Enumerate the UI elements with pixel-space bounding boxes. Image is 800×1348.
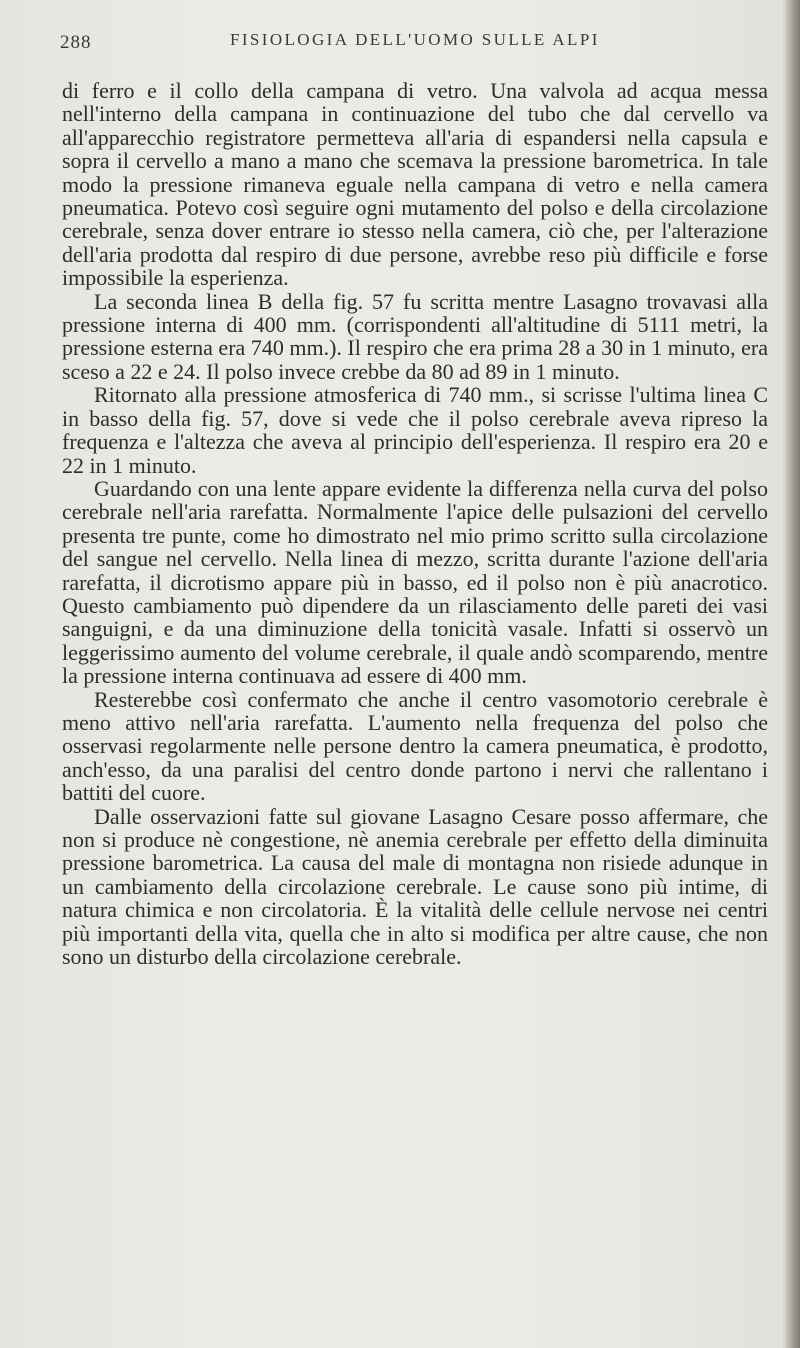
running-title: FISIOLOGIA DELL'UOMO SULLE ALPI (230, 30, 600, 49)
paragraph-continued: di ferro e il collo della campana di vetro. Una valvola ad acqua messa nell'interno della campana in continuazione del tubo che dal cervello va all'apparecchio registratore permetteva all'aria di espandersi nella capsula e sopra il cervello a mano a mano che scemava la pressione barometrica. In tale modo la pressione rimaneva eguale nella campana di vetro e nella camera pneumatica. Potevo così seguire ogni mutamento del polso e della circolazione cerebrale, senza dover entrare io stesso nella camera, ciò che, per l'alterazione dell'aria prodotta dal respiro di due persone, avrebbe reso più difficile e forse impossibile la esperienza. (62, 78, 768, 291)
page-number: 288 (60, 32, 92, 53)
paragraph-vasomotor-center: Resterebbe così confermato che anche il centro vasomotorio cerebrale è meno attivo nell'aria rarefatta. L'aumento nella frequenza del polso che osservasi regolarmente nelle persone dentro la camera pneumatica, è prodotto, anch'esso, da una paralisi del centro donde partono i nervi che rallentano i battiti del cuore. (62, 686, 768, 806)
running-header (0, 20, 800, 53)
paragraph-line-b: La seconda linea B della fig. 57 fu scritta mentre Lasagno trovavasi alla pressione interna di 400 mm. (corrispondenti all'altitudine di 5111 metri, la pressione esterna era 740 mm.). Il respiro che era prima 28 a 30 in 1 minuto, era sceso a 22 e 24. Il polso invece crebbe da 80 ad 89 in 1 minuto. (62, 288, 768, 384)
paragraph-line-c: Ritornato alla pressione atmosferica di 740 mm., si scrisse l'ultima linea C in basso della fig. 57, dove si vede che il polso cerebrale aveva ripreso la frequenza e l'altezza che aveva al principio dell'esperienza. Il respiro era 20 e 22 in 1 minuto. (62, 382, 768, 478)
book-spine-edge (786, 0, 800, 1348)
body-text (62, 79, 768, 968)
paragraph-lens-observation: Guardando con una lente appare evidente la differenza nella curva del polso cerebrale nell'aria rarefatta. Normalmente l'apice delle pulsazioni del cervello presenta tre punte, come ho dimostrato nel mio primo scritto sulla circolazione del sangue nel cervello. Nella linea di mezzo, scritta durante l'azione dell'aria rarefatta, il dicrotismo appare più in basso, ed il polso non è più anacrotico. Questo cambiamento può dipendere da un rilasciamento delle pareti dei vasi sanguigni, e da una diminuzione della tonicità vasale. Infatti si osservò un leggerissimo aumento del volume cerebrale, il quale andò scomparendo, mentre la pressione interna continuava ad essere di 400 mm. (62, 475, 768, 689)
paragraph-conclusion: Dalle osservazioni fatte sul giovane Lasagno Cesare posso affermare, che non si produce nè congestione, nè anemia cerebrale per effetto della diminuita pressione barometrica. La causa del male di montagna non risiede adunque in un cambiamento della circolazione cerebrale. Le cause sono più intime, di natura chimica e non circolatoria. È la vitalità delle cellule nervose nei centri più importanti della vita, quella che in alto si modifica per altre cause, che non sono un disturbo della circolazione cerebrale. (62, 803, 768, 970)
